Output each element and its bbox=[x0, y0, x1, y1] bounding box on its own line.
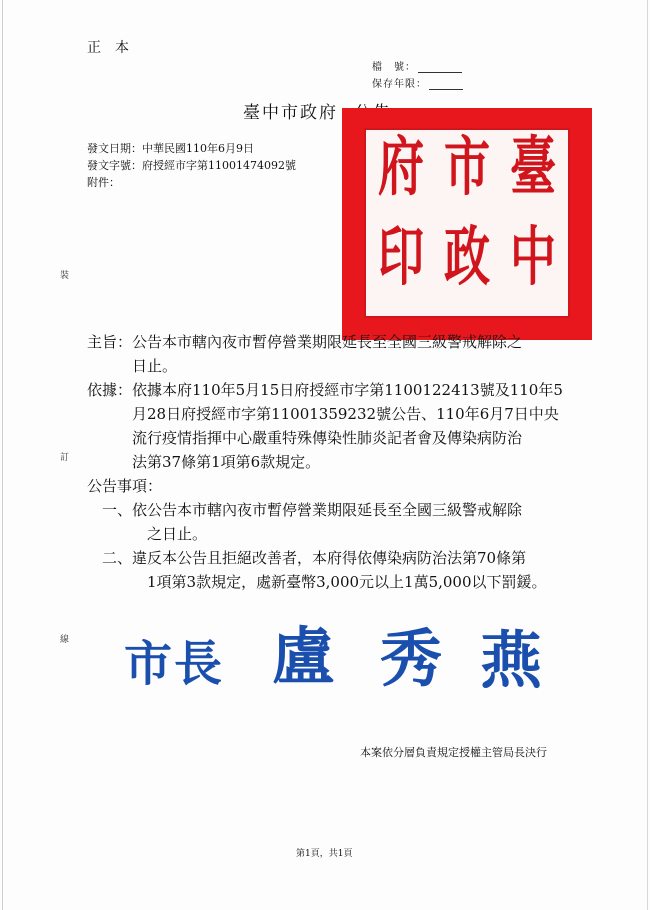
government-seal bbox=[342, 108, 592, 340]
item2-line-1: 二、違反本公告且拒絕改善者，本府得依傳染病防治法第70條第 bbox=[102, 549, 527, 567]
binding-mark-3: 線 bbox=[60, 635, 70, 645]
original-copy-mark: 正本 bbox=[87, 40, 143, 56]
right-page-edge bbox=[647, 0, 648, 910]
basis-line-2: 月28日府授經市字第11001359232號公告、110年6月7日中央 bbox=[132, 405, 559, 423]
mayor-stamp-char-1: 市 bbox=[124, 636, 173, 692]
mayor-stamp-char-2: 長 bbox=[174, 636, 223, 692]
seal-char-5: 府 bbox=[378, 130, 425, 205]
mayor-stamp-char-5: 燕 bbox=[480, 624, 543, 697]
items-heading: 公告事項： bbox=[87, 477, 163, 495]
retention-label: 保存年限： bbox=[372, 79, 427, 90]
item1-line-2: 之日止。 bbox=[147, 525, 208, 543]
item1-line-1: 一、依公告本市轄內夜市暫停營業期限延長至全國三級警戒解除 bbox=[102, 501, 523, 519]
file-number-field bbox=[372, 58, 462, 73]
basis-line-4: 法第37條第1項第6款規定。 bbox=[132, 453, 321, 471]
basis-line-3: 流行疫情指揮中心嚴重特殊傳染性肺炎記者會及傳染病防治 bbox=[132, 429, 523, 447]
left-page-edge bbox=[2, 0, 3, 910]
retention-period-field bbox=[372, 75, 463, 90]
subject-line-2: 日止。 bbox=[132, 357, 178, 375]
seal-char-6: 印 bbox=[378, 220, 425, 295]
page-number: 第1頁，共1頁 bbox=[296, 849, 353, 859]
binding-mark-2: 訂 bbox=[60, 453, 70, 463]
seal-char-3: 市 bbox=[444, 130, 491, 205]
delegation-note: 本案依分層負責規定授權主管局長決行 bbox=[360, 746, 547, 759]
issuer-name: 臺中市政府 bbox=[243, 103, 338, 123]
mayor-stamp-char-4: 秀 bbox=[380, 622, 443, 695]
seal-frame bbox=[364, 128, 570, 318]
document-number: 發文字號：府授經市字第11001474092號 bbox=[87, 159, 296, 172]
attachment-label: 附件： bbox=[87, 176, 120, 189]
issue-date: 發文日期：中華民國110年6月9日 bbox=[87, 142, 254, 155]
item2-line-2: 1項第3款規定，處新臺幣3,000元以上1萬5,000以下罰鍰。 bbox=[147, 573, 547, 591]
seal-char-4: 政 bbox=[444, 220, 491, 295]
basis-line-1: 依據：依據本府110年5月15日府授經市字第1100122413號及110年5 bbox=[87, 381, 563, 399]
file-number-label: 檔 號： bbox=[372, 62, 416, 73]
seal-char-2: 中 bbox=[510, 220, 557, 295]
mayor-signature-stamp bbox=[124, 620, 564, 720]
mayor-stamp-char-3: 盧 bbox=[272, 620, 335, 693]
seal-char-1: 臺 bbox=[510, 130, 557, 205]
binding-mark-1: 裝 bbox=[60, 271, 70, 281]
subject-line-1: 主旨：公告本市轄內夜市暫停營業期限延長至全國三級警戒解除之 bbox=[87, 333, 523, 351]
